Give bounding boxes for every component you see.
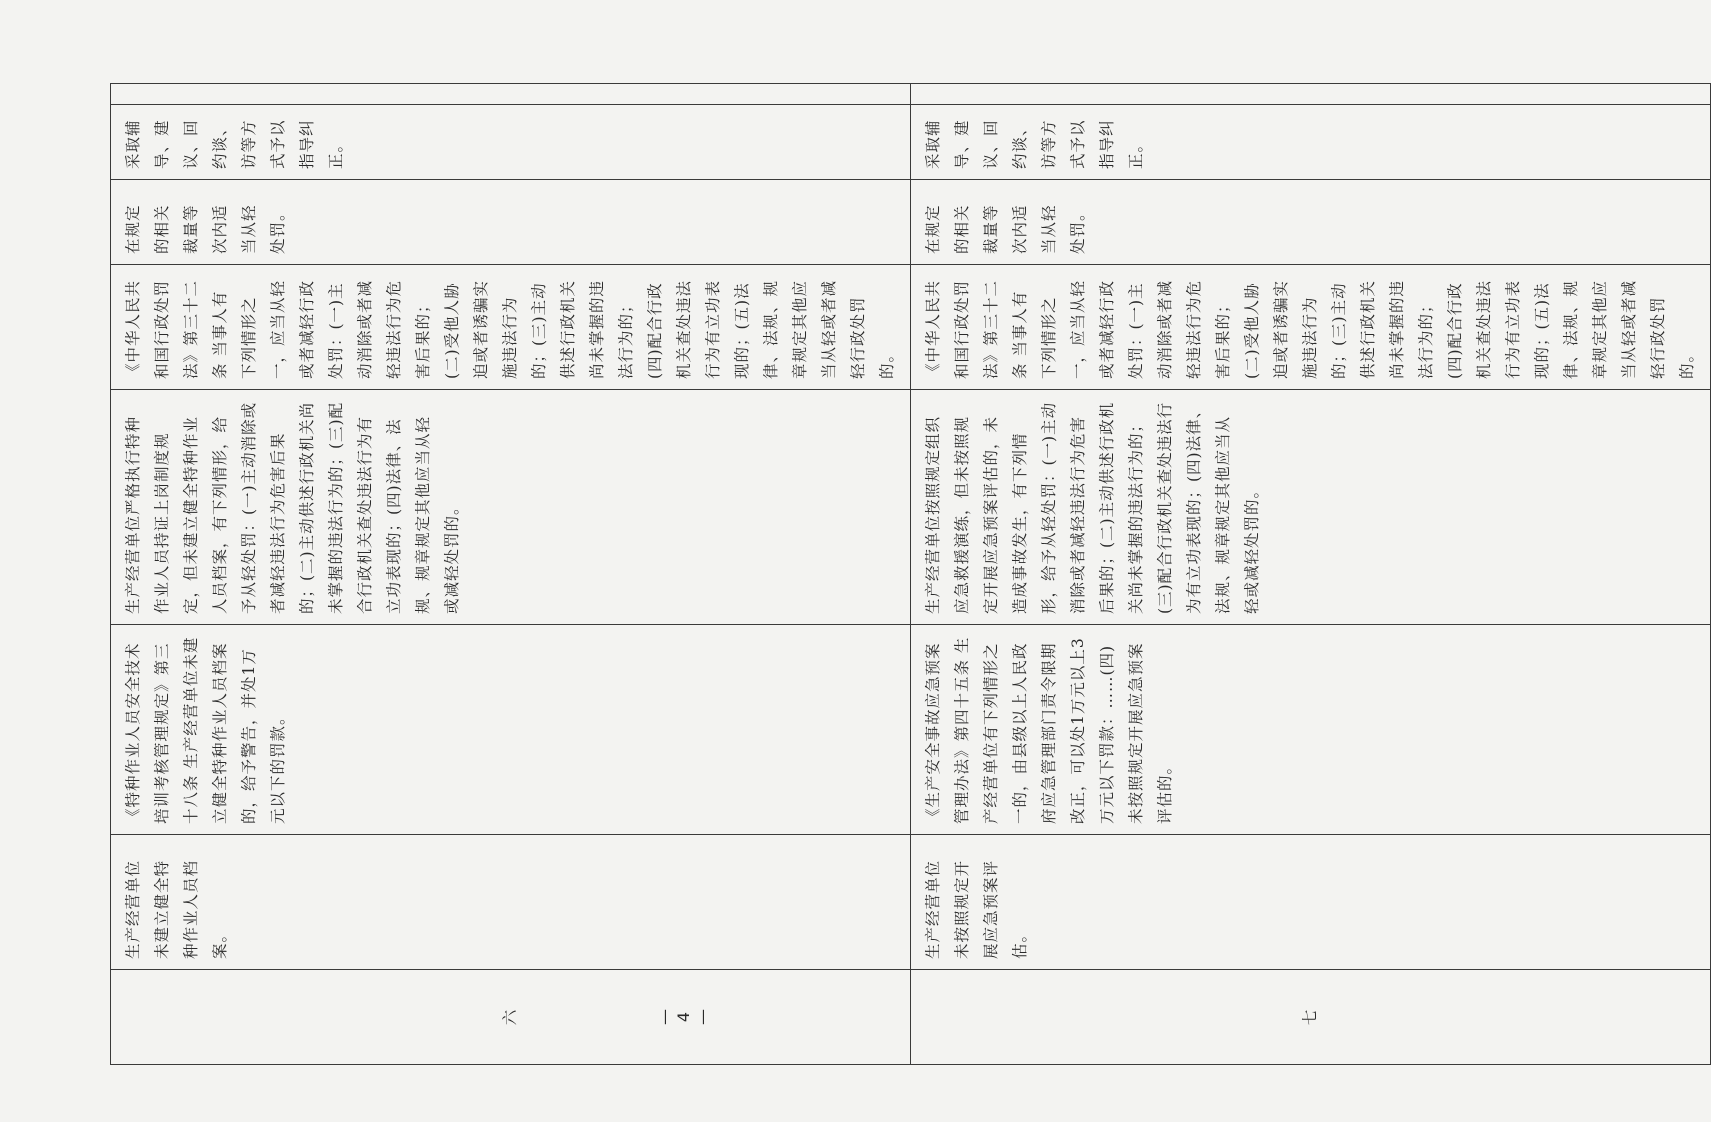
light-condition-cell: 生产经营单位严格执行特种作业人员持证上岗制度规定，但未建立健全特种作业人员档案，有下列情形，给予从轻处罚：(一)主动消除或者减轻违法行为危害后果的；(二)主动供述行政机关尚未掌握的违法行为的；(三)配合行政机关查处违法行为有立功表现的；(四)法律、法规、规章规定其他应当从轻或减轻处罚的。	[111, 390, 911, 625]
exempt-basis-cell: 《中华人民共和国行政处罚法》第三十二条 当事人有下列情形之一，应当从轻或者减轻行政处罚：(一)主动消除或者减轻违法行为危害后果的；(二)受他人胁迫或者诱骗实施违法行为的；(三)主动供述行政机关尚未掌握的违法行为的；(四)配合行政机关查处违法行为有立功表现的；(五)法律、法规、规章规定其他应当从轻或者减轻行政处罚的。	[111, 265, 911, 390]
page-number: — 4 —	[655, 1005, 712, 1025]
measure-cell: 采取辅导、建议、回约谈、访等方式予以指导纠正。	[111, 105, 911, 180]
row-number: 七	[911, 970, 1711, 1065]
row-number: 六	[111, 970, 911, 1065]
table-row	[911, 84, 1711, 1065]
table-row	[111, 84, 911, 1065]
measure-cell: 采取辅导、建议、回约谈、访等方式予以指导纠正。	[911, 105, 1711, 180]
scope-cell: 在规定的相关裁量等次内适当从轻处罚。	[911, 180, 1711, 265]
basis-cell: 《生产安全事故应急预案管理办法》第四十五条 生产经营单位有下列情形之一的，由县级以上人民政府应急管理部门责令限期改正，可以处1万元以上3万元以下罚款：……(四)未按照规定开展应急预案评估的。	[911, 625, 1711, 835]
discretion-table	[110, 83, 1711, 1065]
empty-cell	[911, 84, 1711, 105]
light-condition-cell: 生产经营单位按照规定组织应急救援演练，但未按照规定开展应急预案评估的，未造成事故发生，有下列情形，给予从轻处罚：(一)主动消除或者减轻违法行为危害后果的；(二)主动供述行政机关尚未掌握的违法行为的；(三)配合行政机关查处违法行为有立功表现的；(四)法律、法规、规章规定其他应当从轻或减轻处罚的。	[911, 390, 1711, 625]
rotated-table-wrapper	[110, 105, 1696, 1065]
scope-cell: 在规定的相关裁量等次内适当从轻处罚。	[111, 180, 911, 265]
exempt-basis-cell: 《中华人民共和国行政处罚法》第三十二条 当事人有下列情形之一，应当从轻或者减轻行政处罚：(一)主动消除或者减轻违法行为危害后果的；(二)受他人胁迫或者诱骗实施违法行为的；(三)主动供述行政机关尚未掌握的违法行为的；(四)配合行政机关查处违法行为有立功表现的；(五)法律、法规、规章规定其他应当从轻或者减轻行政处罚的。	[911, 265, 1711, 390]
empty-cell	[111, 84, 911, 105]
violation-cell: 生产经营单位未建立健全特种作业人员档案。	[111, 835, 911, 970]
basis-cell: 《特种作业人员安全技术培训考核管理规定》第三十八条 生产经营单位未建立健全特种作业人员档案的，给予警告，并处1万元以下的罚款。	[111, 625, 911, 835]
violation-cell: 生产经营单位未按照规定开展应急预案评估。	[911, 835, 1711, 970]
